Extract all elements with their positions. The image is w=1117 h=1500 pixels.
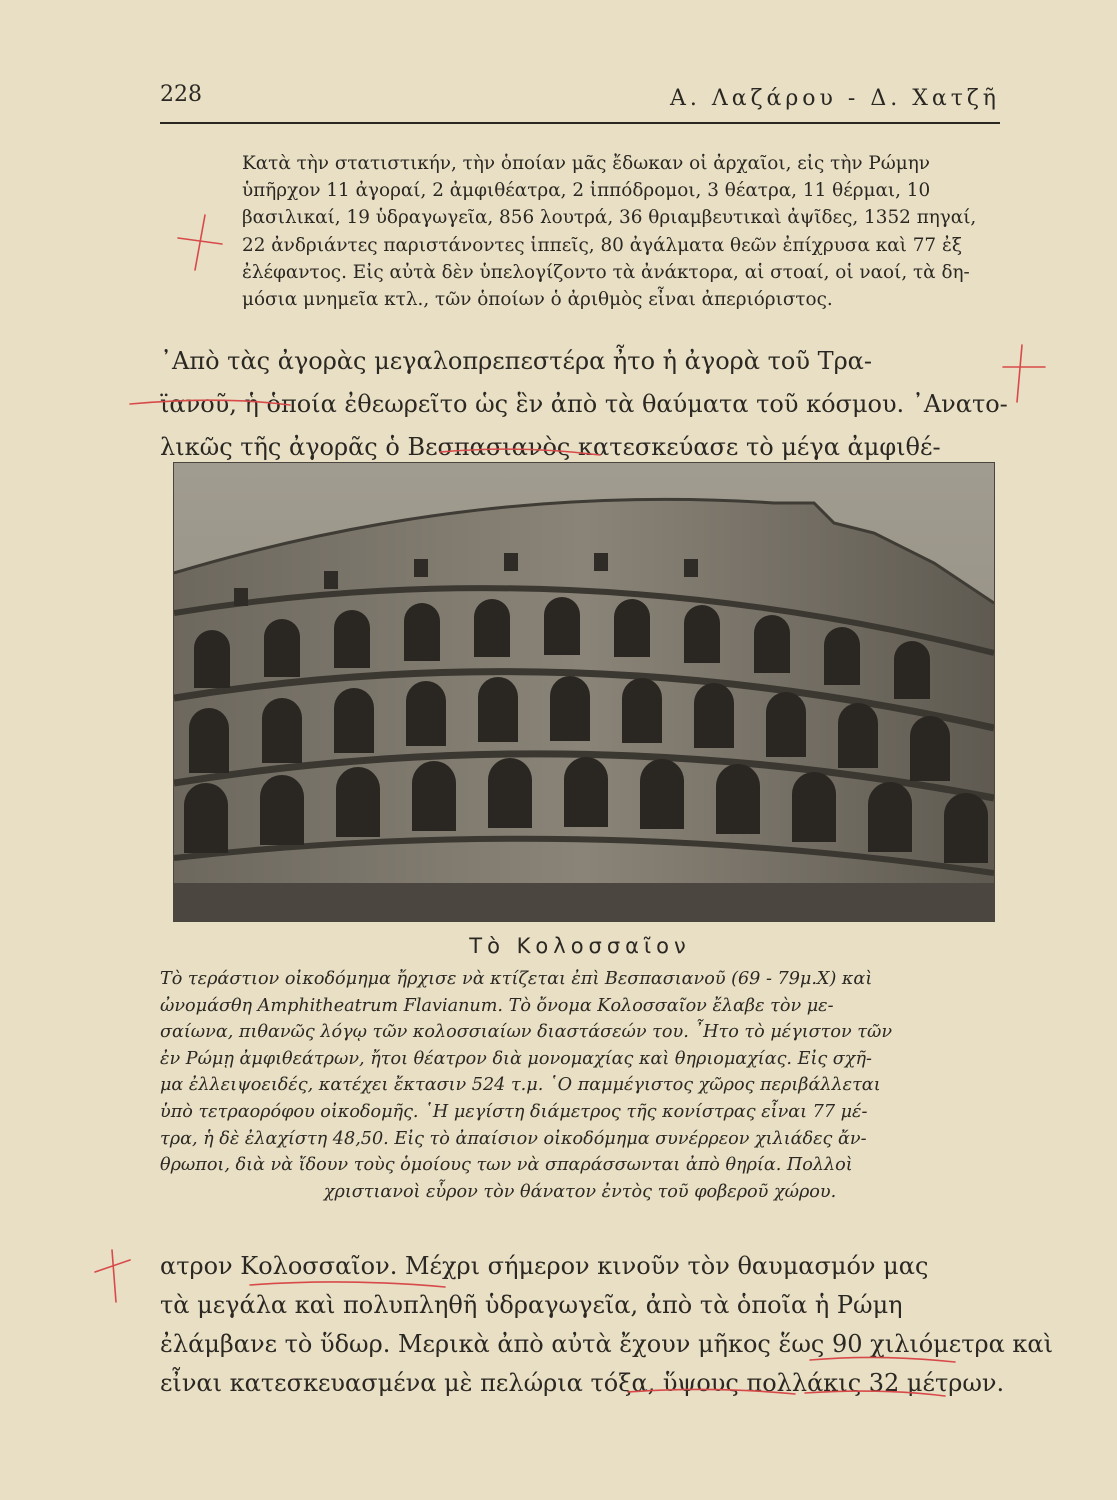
paragraph-line: μόσια μνημεῖα κτλ., τῶν ὁποίων ὁ ἀριθμὸς εἶναι ἀπεριόριστος. <box>242 289 833 311</box>
paragraph-line: ατρον Κολοσσαῖον. Μέχρι σήμερον κινοῦν τὸν θαυμασμόν μας <box>160 1252 929 1280</box>
margin-mark <box>1017 345 1022 402</box>
caption-line: ὑπὸ τετραορόφου οἰκοδομῆς. ῾Η μεγίστη διάμετρος τῆς κονίστρας εἶναι 77 μέ- <box>160 1101 868 1122</box>
header-rule <box>160 122 1000 124</box>
paragraph-line: Κατὰ τὴν στατιστικήν, τὴν ὁποίαν μᾶς ἔδωκαν οἱ ἀρχαῖοι, εἰς τὴν Ρώμην <box>242 153 930 174</box>
page-number: 228 <box>160 82 202 107</box>
colosseum-photo <box>173 462 995 922</box>
paragraph-line: ϊανοῦ, ἡ ὁποία ἐθεωρεῖτο ὡς ἓν ἀπὸ τὰ θαύματα τοῦ κόσμου. ᾿Ανατο- <box>160 390 1008 418</box>
caption-line: σαίωνα, πιθανῶς λόγῳ τῶν κολοσσιαίων διαστάσεών του. ῏Ητο τὸ μέγιστον τῶν <box>160 1022 893 1043</box>
paragraph-line: ὑπῆρχον 11 ἀγοραί, 2 ἀμφιθέατρα, 2 ἱππόδρομοι, 3 θέατρα, 11 θέρμαι, 10 <box>242 180 931 202</box>
paragraph-line: εἶναι κατεσκευασμένα μὲ πελώρια τόξα, ὕψους πολλάκις 32 μέτρων. <box>160 1369 1005 1397</box>
running-head: Α. Λαζάρου - Δ. Χατζῆ <box>669 86 1000 111</box>
paragraph-line: λικῶς τῆς ἀγορᾶς ὁ Βεσπασιανὸς κατεσκεύασε τὸ μέγα ἀμφιθέ- <box>160 433 941 461</box>
colosseum-illustration <box>174 463 994 921</box>
forum-paragraph <box>160 340 1008 469</box>
margin-mark <box>178 238 222 244</box>
caption-line: ὠνομάσθη Amphitheatrum Flavianum. Τὸ ὄνομα Κολοσσαῖον ἔλαβε τὸν με- <box>160 995 834 1016</box>
margin-mark <box>95 1260 130 1272</box>
caption-line: Τὸ τεράστιον οἰκοδόμημα ἤρχισε νὰ κτίζεται ἐπὶ Βεσπασιανοῦ (69 - 79μ.Χ) καὶ <box>160 969 873 989</box>
caption-line: θρωποι, διὰ νὰ ἴδουν τοὺς ὁμοίους των νὰ σπαράσσωνται ἀπὸ θηρία. Πολλοὶ <box>160 1155 853 1176</box>
figure-caption <box>160 966 1000 1205</box>
paragraph-line: τὰ μεγάλα καὶ πολυπληθῆ ὑδραγωγεῖα, ἀπὸ τὰ ὁποῖα ἡ Ρώμη <box>160 1291 903 1319</box>
caption-line: τρα, ἡ δὲ ἐλαχίστη 48,50. Εἰς τὸ ἀπαίσιον οἰκοδόμημα συνέρρεον χιλιάδες ἄν- <box>160 1128 867 1149</box>
margin-mark <box>112 1250 116 1302</box>
figure-title: Τὸ Κολοσσαῖον <box>469 934 691 958</box>
paragraph-line: βασιλικαί, 19 ὑδραγωγεῖα, 856 λουτρά, 36 θριαμβευτικαὶ ἀψῖδες, 1352 πηγαί, <box>242 207 977 229</box>
paragraph-line: ᾿Απὸ τὰς ἀγορὰς μεγαλοπρεπεστέρα ἦτο ἡ ἀγορὰ τοῦ Τρα- <box>160 347 872 375</box>
statistics-paragraph <box>242 150 992 313</box>
paragraph-line: ἐλάμβανε τὸ ὕδωρ. Μερικὰ ἀπὸ αὐτὰ ἔχουν μῆκος ἕως 90 χιλιόμετρα καὶ <box>160 1330 1054 1358</box>
aqueducts-paragraph <box>160 1247 1054 1403</box>
paragraph-line: ἐλέφαντος. Εἰς αὐτὰ δὲν ὑπελογίζοντο τὰ ἀνάκτορα, αἱ στοαί, οἱ ναοί, τὰ δη- <box>242 261 970 283</box>
caption-line: ἐν Ρώμῃ ἀμφιθεάτρων, ἤτοι θέατρον διὰ μονομαχίας καὶ θηριομαχίας. Εἰς σχῆ- <box>160 1048 872 1069</box>
margin-mark <box>195 215 205 270</box>
caption-line: χριστιανοὶ εὗρον τὸν θάνατον ἐντὸς τοῦ φοβεροῦ χώρου. <box>323 1181 837 1202</box>
page-header <box>160 82 1000 122</box>
caption-line: μα ἐλλειψοειδές, κατέχει ἔκτασιν 524 τ.μ. ῾Ο παμμέγιστος χῶρος περιβάλλεται <box>160 1075 881 1096</box>
paragraph-line: 22 ἀνδριάντες παριστάνοντες ἱππεῖς, 80 ἀγάλματα θεῶν ἐπίχρυσα καὶ 77 ἐξ <box>242 234 962 256</box>
